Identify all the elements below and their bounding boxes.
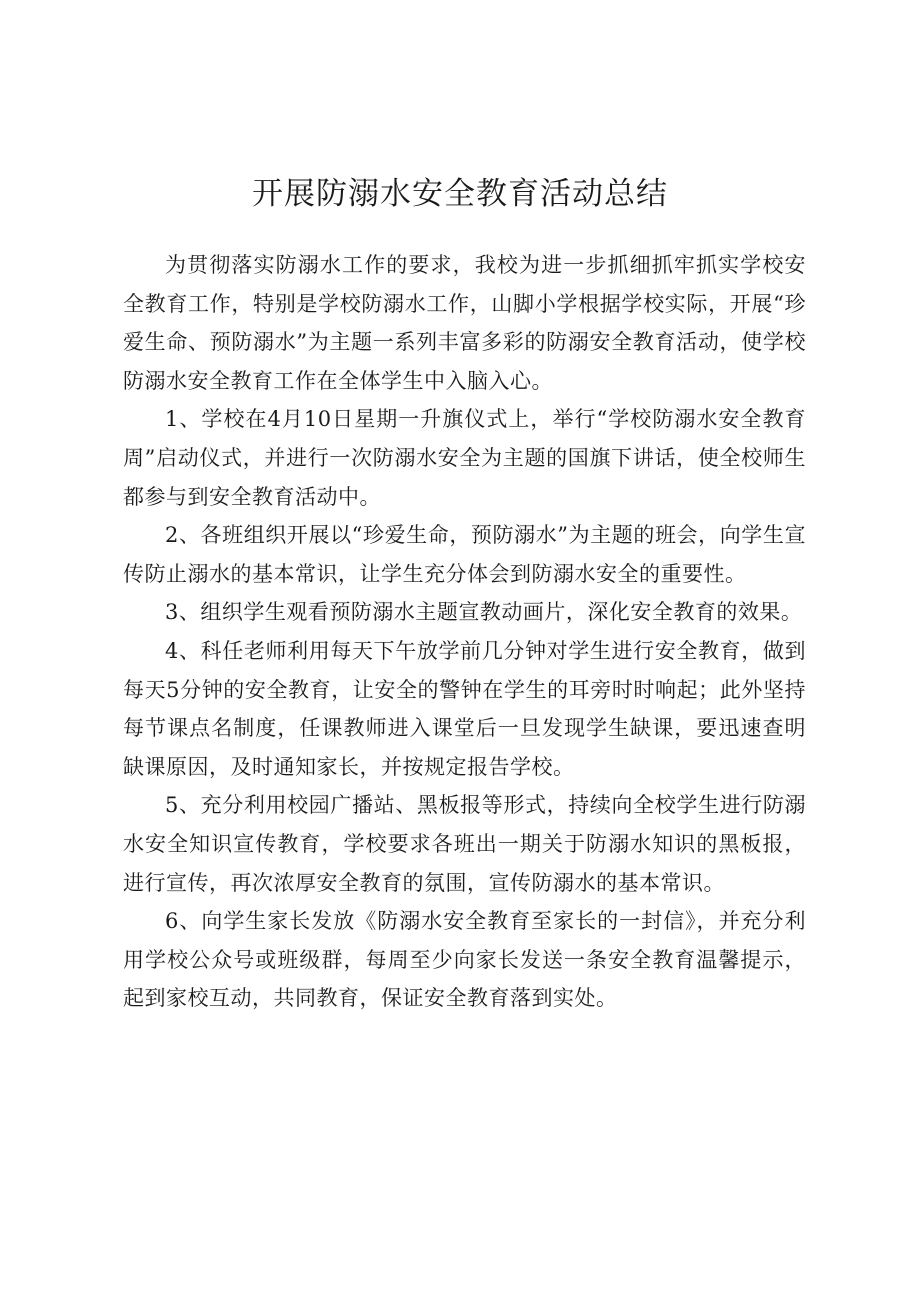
item-paragraph-2: 2、各班组织开展以“珍爱生命，预防溺水”为主题的班会，向学生宣传防止溺水的基本常识，让学生充分体会到防溺水安全的重要性。	[123, 523, 806, 586]
document-title: 开展防溺水安全教育活动总结	[252, 176, 668, 212]
item-paragraph-1: 1、学校在4月10日星期一升旗仪式上，举行“学校防溺水安全教育周”启动仪式，并进行一次防溺水安全为主题的国旗下讲话，使全校师生都参与到安全教育活动中。	[123, 407, 806, 509]
document-body	[123, 246, 806, 1018]
item-paragraph-5: 5、充分利用校园广播站、黑板报等形式，持续向全校学生进行防溺水安全知识宣传教育，学校要求各班出一期关于防溺水知识的黑板报，进行宣传，再次浓厚安全教育的氛围，宣传防溺水的基本常识。	[123, 793, 806, 895]
item-paragraph-3: 3、组织学生观看预防溺水主题宣教动画片，深化安全教育的效果。	[165, 600, 803, 625]
item-paragraph-4: 4、科任老师利用每天下午放学前几分钟对学生进行安全教育，做到每天5分钟的安全教育，让安全的警钟在学生的耳旁时时响起；此外坚持每节课点名制度，任课教师进入课堂后一旦发现学生缺课，要迅速查明缺课原因，及时通知家长，并按规定报告学校。	[123, 638, 806, 779]
item-paragraph-6: 6、向学生家长发放《防溺水安全教育至家长的一封信》，并充分利用学校公众号或班级群，每周至少向家长发送一条安全教育温馨提示，起到家校互动，共同教育，保证安全教育落到实处。	[123, 909, 806, 1011]
intro-paragraph: 为贯彻落实防溺水工作的要求，我校为进一步抓细抓牢抓实学校安全教育工作，特别是学校防溺水工作，山脚小学根据学校实际，开展“珍爱生命、预防溺水”为主题一系列丰富多彩的防溺安全教育活动，使学校防溺水安全教育工作在全体学生中入脑入心。	[123, 253, 806, 393]
